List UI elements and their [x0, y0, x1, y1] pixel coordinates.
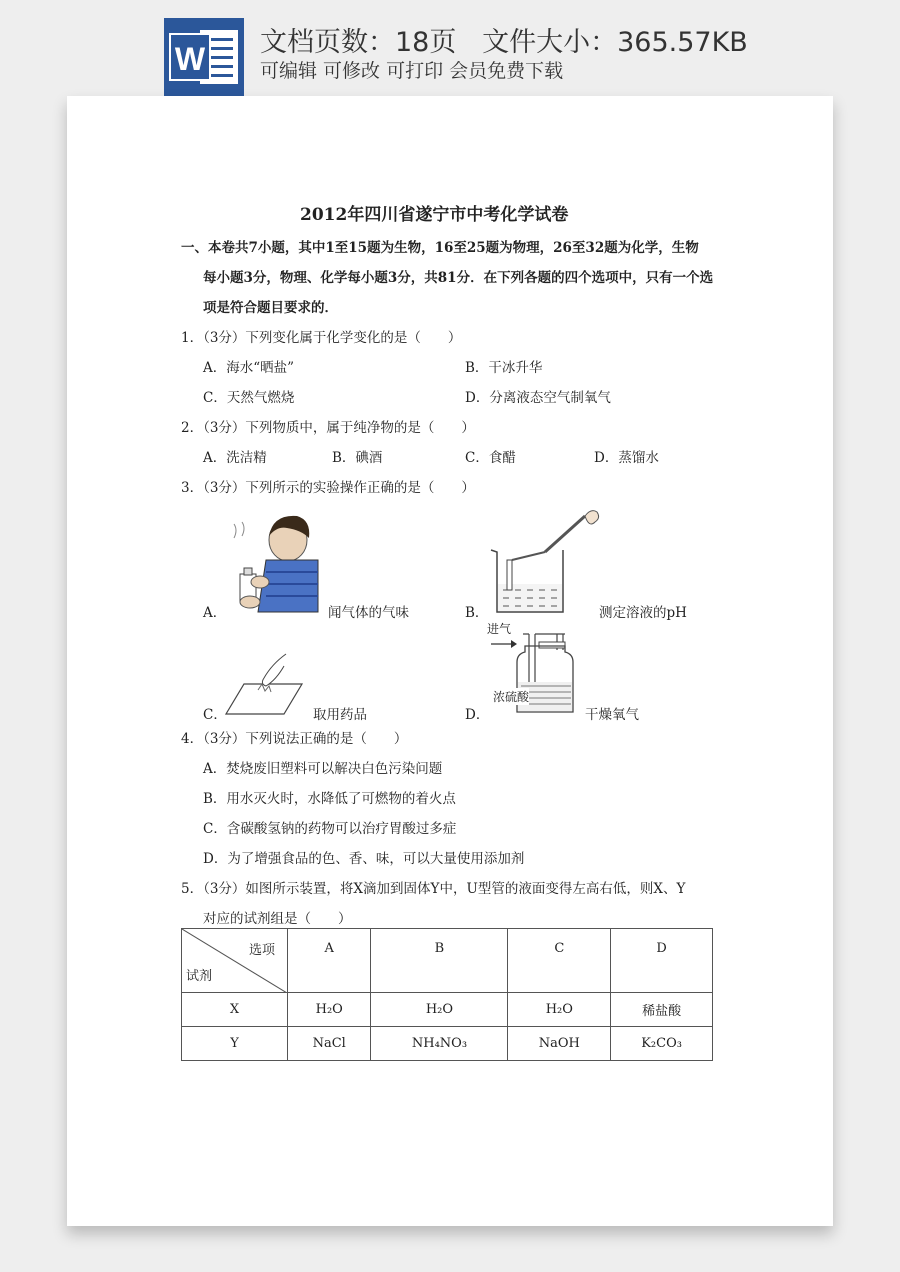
question-4-option-b: B．用水灭火时，水降低了可燃物的着火点 [203, 791, 456, 807]
smell-gas-illustration [222, 514, 322, 614]
reagent-options-table [181, 928, 713, 1061]
question-4-stem: 4．（3分）下列说法正确的是（ ） [181, 731, 408, 747]
question-4-option-a: A．焚烧废旧塑料可以解决白色污染问题 [203, 761, 443, 777]
question-3-stem: 3．（3分）下列所示的实验操作正确的是（ ） [181, 480, 475, 496]
question-2-option-b: B．碘酒 [332, 450, 383, 466]
question-5-stem-line2: 对应的试剂组是（ ） [203, 911, 352, 927]
question-3-option-c-caption: 取用药品 [313, 707, 367, 723]
question-3-option-c-label: C． [203, 707, 227, 723]
file-features: 可编辑 可修改 可打印 会员免费下载 [260, 60, 564, 82]
section-instructions-line1: 一、本卷共7小题，其中1至15题为生物，16至25题为物理，26至32题为化学，生物 [181, 240, 699, 256]
question-3-option-b-label: B． [465, 605, 489, 621]
row-x-label: X [182, 993, 288, 1027]
question-4-option-c: C．含碳酸氢钠的药物可以治疗胃酸过多症 [203, 821, 457, 837]
cell-y-b: NH₄NO₃ [371, 1027, 508, 1061]
download-header [0, 0, 900, 100]
question-3-option-d-caption: 干燥氧气 [585, 707, 639, 723]
question-4-option-d: D．为了增强食品的色、香、味，可以大量使用添加剂 [203, 851, 525, 867]
row-y-label: Y [182, 1027, 288, 1061]
cell-x-b: H₂O [371, 993, 508, 1027]
question-3-option-a-caption: 闻气体的气味 [328, 605, 409, 621]
question-2-stem: 2．（3分）下列物质中，属于纯净物的是（ ） [181, 420, 475, 436]
cell-x-d: 稀盐酸 [611, 993, 713, 1027]
corner-bottom-label: 试剂 [186, 969, 213, 984]
section-instructions-line3: 项是符合题目要求的． [203, 300, 338, 316]
header-a: A [288, 929, 371, 993]
acid-label: 浓硫酸 [493, 690, 530, 704]
question-3-option-b-caption: 测定溶液的pH [599, 605, 687, 621]
take-reagent-illustration [224, 650, 304, 718]
question-1-option-b: B．干冰升华 [465, 360, 543, 376]
question-5-stem-line1: 5．（3分）如图所示装置，将X滴加到固体Y中，U型管的液面变得左高右低，则X、Y [181, 881, 686, 897]
corner-top-label: 选项 [248, 943, 275, 958]
gas-drying-bottle-illustration [487, 632, 583, 718]
cell-y-c: NaOH [508, 1027, 611, 1061]
question-2-option-c: C．食醋 [465, 450, 516, 466]
table-corner-cell [182, 929, 288, 993]
question-1-option-a: A．海水“晒盐” [203, 360, 295, 376]
question-3-option-a-label: A． [203, 605, 227, 621]
header-b: B [371, 929, 508, 993]
header-c: C [508, 929, 611, 993]
cell-y-a: NaCl [288, 1027, 371, 1061]
cell-x-c: H₂O [508, 993, 611, 1027]
question-2-option-d: D．蒸馏水 [594, 450, 659, 466]
document-page [67, 96, 833, 1226]
question-1-option-c: C．天然气燃烧 [203, 390, 295, 406]
question-2-option-a: A．洗洁精 [203, 450, 267, 466]
question-3-option-d-label: D． [465, 707, 490, 723]
inlet-label: 进气 [487, 622, 512, 636]
word-icon-letter: W [174, 41, 206, 77]
word-document-icon [164, 18, 244, 96]
exam-title: 2012年四川省遂宁市中考化学试卷 [300, 205, 569, 225]
question-1-option-d: D．分离液态空气制氧气 [465, 390, 611, 406]
header-d: D [611, 929, 713, 993]
question-1-stem: 1．（3分）下列变化属于化学变化的是（ ） [181, 330, 462, 346]
ph-test-illustration [485, 502, 605, 618]
cell-x-a: H₂O [288, 993, 371, 1027]
section-instructions-line2: 每小题3分，物理、化学每小题3分，共81分．在下列各题的四个选项中，只有一个选 [203, 270, 714, 286]
cell-y-d: K₂CO₃ [611, 1027, 713, 1061]
file-info: 文档页数：18页 文件大小：365.57KB [260, 27, 748, 58]
